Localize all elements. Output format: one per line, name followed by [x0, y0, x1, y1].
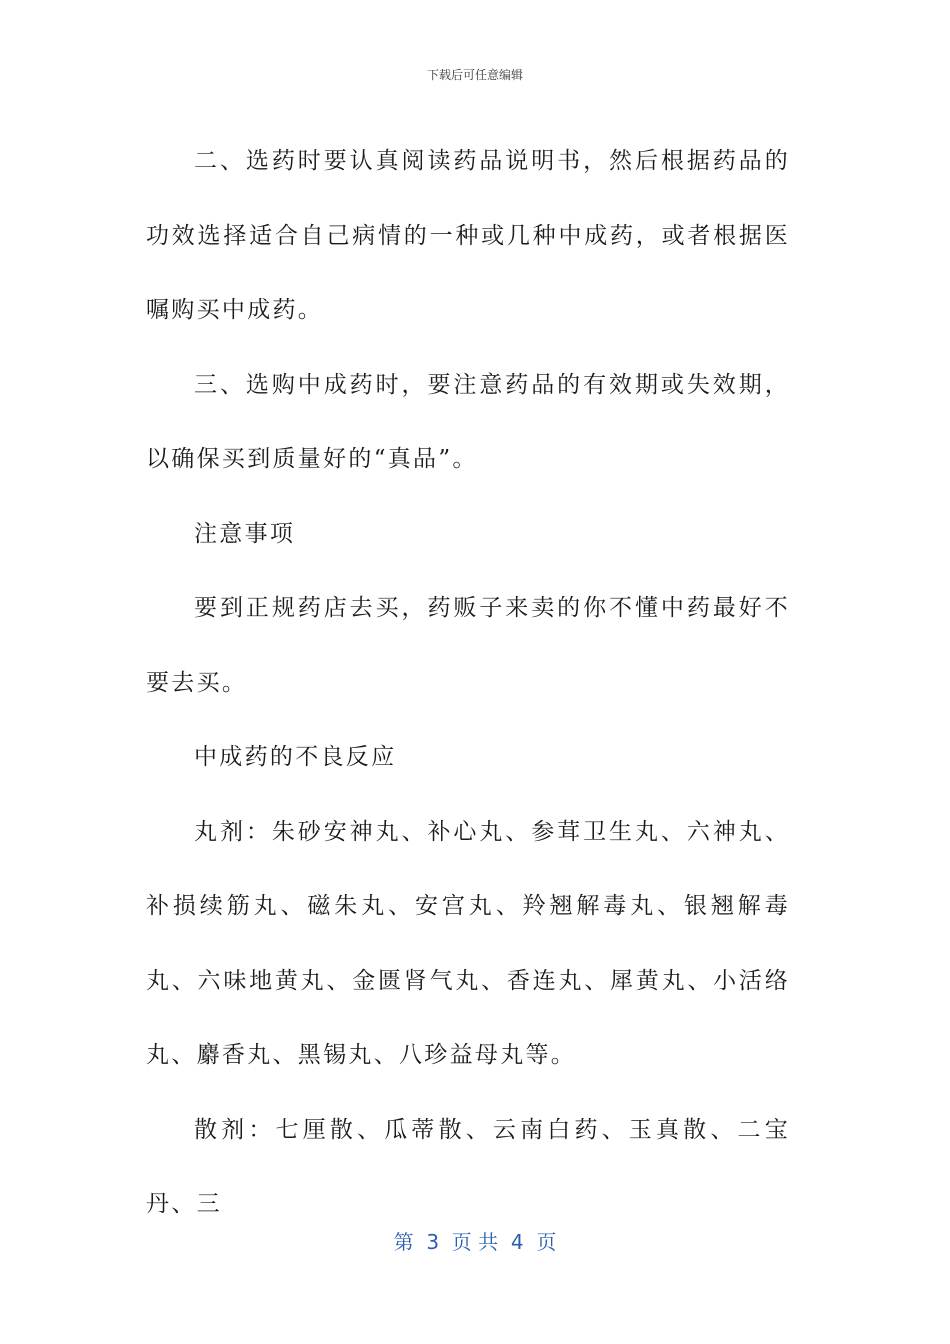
- page-header-note: 下载后可任意编辑: [426, 68, 523, 82]
- paragraph-expiry-check: 三、选购中成药时，要注意药品的有效期或失效期，以确保买到质量好的“真品”。: [146, 371, 790, 472]
- paragraph-medicine-selection: 二、选药时要认真阅读药品说明书，然后根据药品的功效选择适合自己病情的一种或几种中成药，或者根据医嘱购买中成药。: [146, 148, 790, 323]
- section-heading-precautions: 注意事项: [194, 520, 296, 547]
- paragraph-buy-regular-pharmacy: 要到正规药店去买，药贩子来卖的你不懂中药最好不要去买。: [146, 595, 790, 696]
- document-body: [146, 124, 790, 1242]
- paragraph-pill-list: 丸剂：朱砂安神丸、补心丸、参茸卫生丸、六神丸、补损续筋丸、磁朱丸、安宫丸、羚翘解毒丸、银翘解毒丸、六味地黄丸、金匮肾气丸、香连丸、犀黄丸、小活络丸、麝香丸、黑锡丸、八珍益母丸等。: [146, 818, 790, 1068]
- section-heading-adverse-reactions: 中成药的不良反应: [194, 744, 397, 770]
- page-number-footer: 第 3 页 共 4 页: [393, 1230, 557, 1254]
- paragraph-powder-list: 散剂：七厘散、瓜蒂散、云南白药、玉真散、二宝丹、三: [146, 1116, 790, 1217]
